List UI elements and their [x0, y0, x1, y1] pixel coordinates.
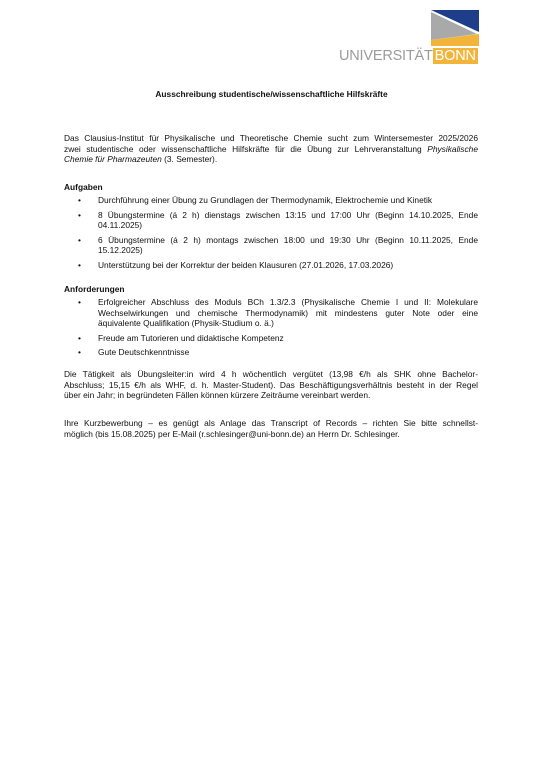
bullet-icon: •: [78, 297, 81, 307]
bullet-icon: •: [78, 234, 81, 245]
anforderungen-list: [64, 297, 478, 362]
list-item-text: Gute Deutschkenntnisse: [98, 347, 190, 358]
bullet-icon: •: [78, 347, 81, 358]
list-item: [64, 333, 478, 344]
university-logo: [339, 10, 479, 64]
paragraph-line: Ihre Kurzbewerbung – es genügt als Anlage das Transcript of Records – richten Sie bitte schnellst-: [64, 418, 478, 428]
bullet-icon: •: [78, 259, 81, 270]
list-item: [64, 347, 478, 358]
paragraph-line: über ein Jahr; in begründeten Fällen können kürzere Zeiträume vereinbart werden.: [64, 390, 371, 401]
list-item-text: 6 Übungstermine (á 2 h) montags zwischen 18:00 und 19:30 Uhr (Beginn 10.11.2025, Ende: [98, 234, 478, 245]
list-item-text: Wechselwirkungen und chemische Thermodynamik) mit mindestens guter Note oder eine: [98, 307, 478, 318]
logo-emblem-icon: [431, 10, 479, 46]
list-item-text: 15.12.2025): [98, 245, 143, 256]
list-item: [64, 195, 478, 206]
course-name-part: Physikalische: [427, 143, 478, 154]
logo-city-text: BONN: [434, 48, 476, 64]
intro-paragraph: [64, 133, 478, 165]
list-item-text: Durchführung einer Übung zu Grundlagen der Thermodynamik, Elektrochemie und Kinetik: [98, 195, 433, 205]
list-item: [64, 210, 478, 231]
document-title: Ausschreibung studentische/wissenschaftliche Hilfskräfte: [155, 89, 388, 99]
course-name-part: Chemie für Pharmazeuten: [64, 154, 162, 165]
application-paragraph: [64, 418, 478, 439]
paragraph-line: Abschluss; 15,15 €/h als WHF, d. h. Master-Student). Das Beschäftigungsverhältnis besteht in der Regel: [64, 379, 478, 390]
list-item-text: äquivalente Qualifikation (Physik-Studium o. ä.): [98, 318, 274, 329]
list-item-text: Erfolgreicher Abschluss des Moduls BCh 1.3/2.3 (Physikalische Chemie I und II: Molekulare: [98, 297, 478, 307]
logo-university-text: UNIVERSITÄT: [339, 48, 433, 64]
list-item-text: 04.11.2025): [98, 220, 143, 231]
bullet-icon: •: [78, 209, 81, 220]
payment-paragraph: [64, 369, 478, 401]
bullet-icon: •: [78, 195, 81, 205]
list-item-text: 8 Übungstermine (á 2 h) dienstags zwischen 13:15 und 17:00 Uhr (Beginn 14.10.2025, Ende: [98, 209, 478, 220]
section-heading-aufgaben: Aufgaben: [64, 182, 103, 192]
list-item-text: Freude am Tutorieren und didaktische Kompetenz: [98, 332, 284, 343]
intro-line: Das Clausius-Institut für Physikalische und Theoretische Chemie sucht zum Wintersemester 2025/2026: [64, 133, 478, 143]
list-item: [64, 260, 478, 271]
list-item: [64, 297, 478, 329]
logo-wordmark: [339, 48, 479, 64]
intro-text: zwei studentische oder wissenschaftliche Hilfskräfte für die Übung zur Lehrveranstaltung: [64, 143, 428, 154]
paragraph-line: möglich (bis 15.08.2025) per E-Mail (r.schlesinger@uni-bonn.de) an Herrn Dr. Schlesinger.: [64, 428, 400, 439]
list-item: [64, 235, 478, 256]
bullet-icon: •: [78, 332, 81, 343]
paragraph-line: Die Tätigkeit als Übungsleiter:in wird 4 h wöchentlich vergütet (13,98 €/h als SHK ohne Bachelor-: [64, 369, 478, 379]
list-item-text: Unterstützung bei der Korrektur der beiden Klausuren (27.01.2026, 17.03.2026): [98, 259, 394, 270]
aufgaben-list: [64, 195, 478, 275]
intro-line: [64, 154, 478, 165]
intro-line: [64, 144, 478, 155]
intro-text: (3. Semester).: [161, 154, 218, 165]
section-heading-anforderungen: Anforderungen: [64, 284, 125, 294]
